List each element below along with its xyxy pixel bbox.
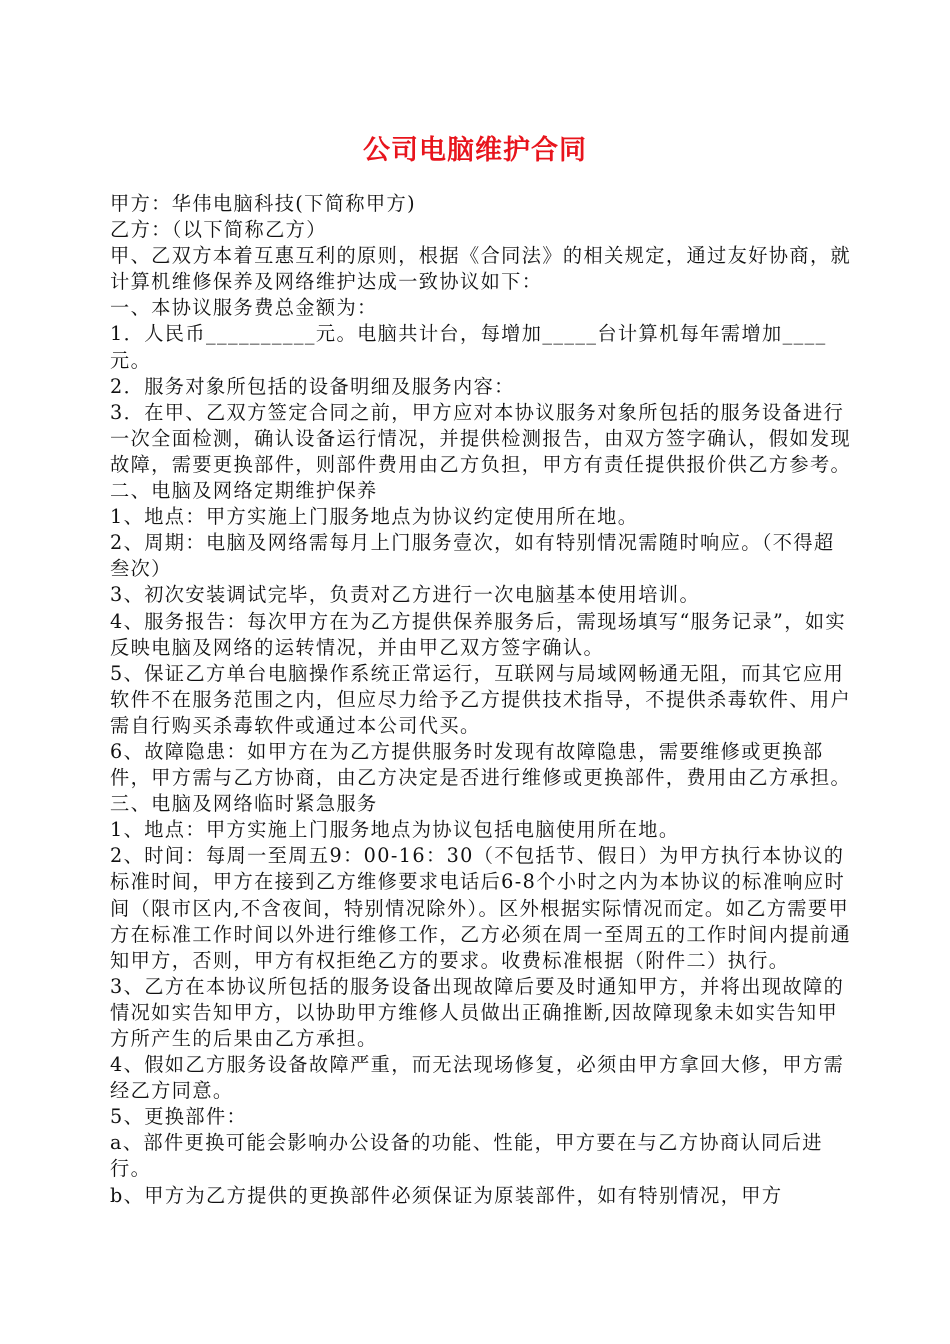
party-b-line: 乙方：（以下简称乙方）: [110, 218, 327, 242]
clause-paragraph: 2、周期：电脑及网络需每月上门服务壹次，如有特别情况需随时响应。（不得超叁次）: [110, 531, 835, 581]
clause-paragraph: 4、假如乙方服务设备故障严重，而无法现场修复，必须由甲方拿回大修，甲方需经乙方同意。: [110, 1053, 845, 1103]
clause-paragraph: 5、更换部件：: [110, 1105, 248, 1129]
contract-body: [110, 191, 854, 1209]
clause-paragraph: 1．人民币__________元。电脑共计台，每增加_____台计算机每年需增加____元。: [110, 322, 827, 372]
section-heading-3: 三、电脑及网络临时紧急服务: [110, 792, 378, 816]
clause-paragraph: 3．在甲、乙双方签定合同之前，甲方应对本协议服务对象所包括的服务设备进行一次全面检测，确认设备运行情况，并提供检测报告，由双方签字确认，假如发现故障，需要更换部件，则部件费用由乙方负担，甲方有责任提供报价供乙方参考。: [110, 400, 852, 476]
clause-paragraph: a、部件更换可能会影响办公设备的功能、性能，甲方要在与乙方协商认同后进行。: [110, 1131, 823, 1181]
clause-paragraph: 3、乙方在本协议所包括的服务设备出现故障后要及时通知甲方，并将出现故障的情况如实告知甲方，以协助甲方维修人员做出正确推断,因故障现象未如实告知甲方所产生的后果由乙方承担。: [110, 974, 845, 1050]
clause-paragraph: 6、故障隐患：如甲方在为乙方提供服务时发现有故障隐患，需要维修或更换部件，甲方需与乙方协商，由乙方决定是否进行维修或更换部件，费用由乙方承担。: [110, 739, 852, 790]
clause-paragraph: 5、保证乙方单台电脑操作系统正常运行，互联网与局域网畅通无阻，而其它应用软件不在服务范围之内，但应尽力给予乙方提供技术指导，不提供杀毒软件、用户需自行购买杀毒软件或通过本公司代买。: [110, 661, 852, 737]
clause-paragraph: 3、初次安装调试完毕，负责对乙方进行一次电脑基本使用培训。: [110, 583, 701, 607]
clause-paragraph: b、甲方为乙方提供的更换部件必须保证为原装部件，如有特别情况，甲方: [110, 1183, 783, 1207]
clause-paragraph: 2．服务对象所包括的设备明细及服务内容：: [110, 374, 515, 398]
clause-paragraph: 4、服务报告：每次甲方在为乙方提供保养服务后，需现场填写“服务记录”，如实反映电脑及网络的运转情况，并由甲乙双方签字确认。: [110, 609, 846, 659]
clause-paragraph: 2、时间：每周一至周五9：00-16：30（不包括节、假日）为甲方执行本协议的标准时间，甲方在接到乙方维修要求电话后6-8个小时之内为本协议的标准响应时间（限市区内,不含夜间，特别情况除外）。区外根据实际情况而定。如乙方需要甲方在标准工作时间以外进行维修工作，乙方必须在周一至周五的工作时间内提前通知甲方，否则，甲方有权拒绝乙方的要求。收费标准根据（附件二）执行。: [110, 844, 852, 972]
section-heading-2: 二、电脑及网络定期维护保养: [110, 479, 378, 503]
clause-paragraph: 1、地点：甲方实施上门服务地点为协议包括电脑使用所在地。: [110, 818, 680, 842]
document-title: 公司电脑维护合同: [363, 135, 587, 166]
section-heading-1: 一、本协议服务费总金额为：: [110, 296, 378, 320]
clause-paragraph: 1、地点：甲方实施上门服务地点为协议约定使用所在地。: [110, 505, 639, 529]
party-a-line: 甲方：华伟电脑科技(下简称甲方): [110, 192, 416, 215]
preamble-paragraph: 甲、乙双方本着互惠互利的原则，根据《合同法》的相关规定，通过友好协商，就计算机维修保养及网络维护达成一致协议如下：: [110, 244, 852, 294]
